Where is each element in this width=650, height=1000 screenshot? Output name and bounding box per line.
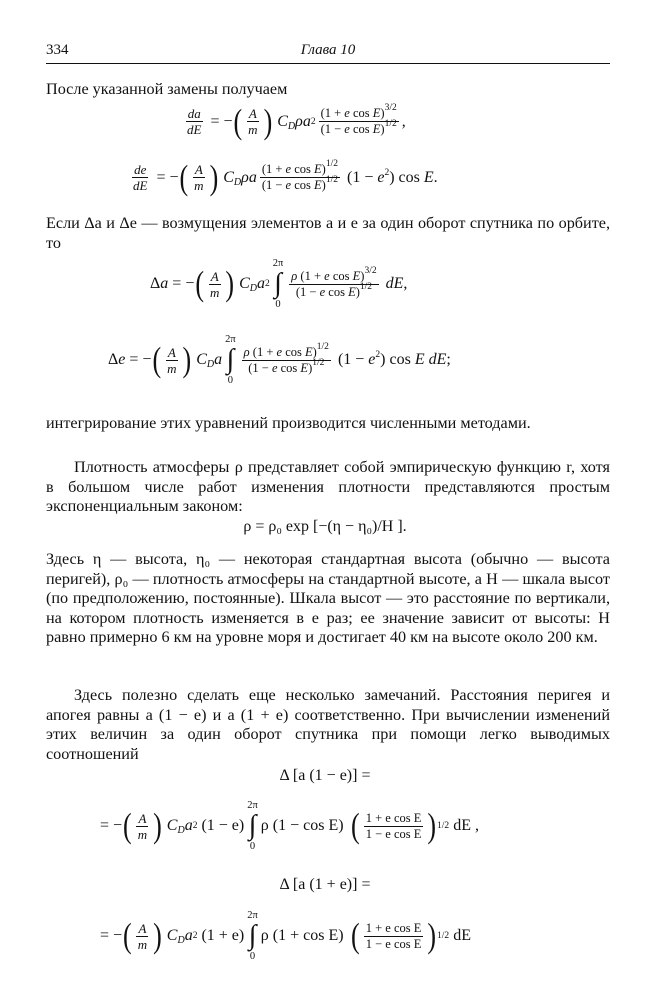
paragraph-perigee-apogee: Здесь полезно сделать еще несколько замечаний. Расстояния перигея и апогея равны a (1 − e) и a (1 + e) соответственно. При вычислении изменений этих величин за один оборот спутника при помощи легко выводимых соотношений	[46, 686, 610, 763]
page-number: 334	[46, 42, 69, 58]
equation-perigee-lhs: Δ [a (1 − e)] =	[279, 767, 371, 784]
book-page: 334 Глава 10 После указанной замены получаем $\frac{da}{dE}$ = − ( $\frac{A}{m}$ ) $C_D\rho a$ 2 $\frac{(1 + e \cos E)^{3/2}}{(1 - e \cos E)^{1/2}}$ , $\frac{de}{dE}$ = − ( $\frac{A}{m}$ ) $C_D\rho a$ $\frac{(1 + e \cos E)^{1/2}}{(1 - e \cos E)^{1/2}}$ $(1 - e^2)$ cos E. Если Δa и Δe — возмущения элементов a и e за один оборот спутника по орбите, то Δa = − ( $\frac{A}{m}$ ) $C_Da$ 2 2π ∫ 0 $\frac{\rho (1 + e \cos E)^{3/2}}{(1 - e \cos E)^{1/2}}$ dE, Δe = − ( $\frac{A}{m}$ ) $C_Da$ 2π ∫ 0 $\frac{\rho (1 + e \cos E)^{1/2}}{(1 - e \cos E)^{1/2}}$ $(1 - e^2)$ cos E dE; интегрирование этих уравнений производится численными методами. Плотность атмосферы ρ представляет собой эмпирическую функцию r, хотя в большом числе работ изменения плотности представляются простым экспоненциальным законом: ρ = ρ₀ exp [−(η − η₀)/H ]. Здесь η — высота, η₀ — некоторая стандартная высота (обычно — высота перигей), ρ₀ — плотность атмосферы на стандартной высоте, а H — шкала высот (по предположению, постоянные). Шкала высот — это расстояние по вертикали, на котором плотность изменяется в e раз; ее значение зависит от высоты: H равно примерно 6 км на уровне моря и достигает 40 км на высоте около 200 км. Здесь полезно сделать еще несколько замечаний. Расстояния перигея и апогея равны a (1 − e) и a (1 + e) соответственно. При вычислении изменений этих величин за один оборот спутника при помощи легко выводимых соотношений Δ [a (1 − e)] = = − ( $\frac{A}{m}$ ) $C_Da$ 2 (1 − e) 2π ∫ 0 ρ (1 − cos E) ( $\frac{\text{1 + e cos E}}{\text{1 − e cos E}}$ ) 1/2 dE , Δ [a (1 + e)] = = − ( $\frac{A}{m}$ ) $C_Da$ 2 (1 + e) 2π ∫ 0 ρ (1 + cos E) ( $\frac{\text{1 + e cos E}}{\text{1 − e cos E}}$ ) 1/2 dE	[0, 0, 650, 1000]
running-header	[46, 40, 610, 64]
paragraph-density: Плотность атмосферы ρ представляет собой эмпирическую функцию r, хотя в большом числе работ изменения плотности представляются простым экспоненциальным законом:	[46, 458, 610, 516]
equation-apogee-lhs: Δ [a (1 + e)] =	[279, 876, 371, 893]
paragraph-integration: интегрирование этих уравнений производится численными методами.	[46, 414, 531, 432]
chapter-title: Глава 10	[300, 42, 356, 58]
paragraph-scale-height: Здесь η — высота, η₀ — некоторая стандартная высота (обычно — высота перигей), ρ₀ — плотность атмосферы на стандартной высоте, а H — шкала высот (по предположению, постоянные). Шкала высот — это расстояние по вертикали, на котором плотность изменяется в e раз; ее значение зависит от высоты: H равно примерно 6 км на уровне моря и достигает 40 км на высоте около 200 км.	[46, 550, 610, 647]
paragraph-intro: После указанной замены получаем	[46, 80, 288, 98]
equation-density-law: ρ = ρ₀ exp [−(η − η₀)/H ].	[243, 518, 407, 535]
header-rule	[46, 63, 610, 64]
paragraph-perturbations: Если Δa и Δe — возмущения элементов a и e за один оборот спутника по орбите, то	[46, 214, 610, 252]
